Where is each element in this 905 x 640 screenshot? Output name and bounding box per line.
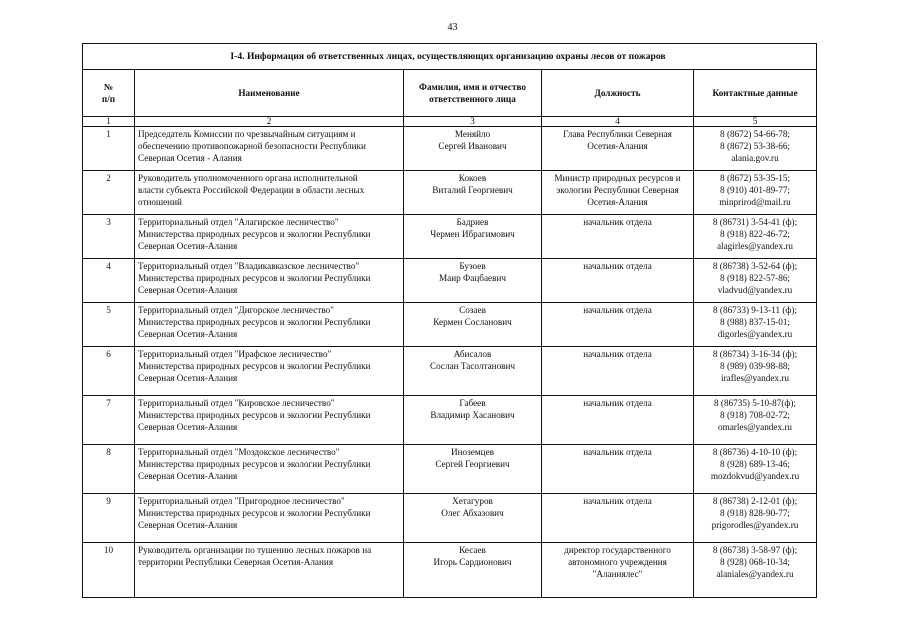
table-row: [83, 543, 817, 598]
position-line: Министр природных ресурсов и: [554, 173, 681, 183]
position: [542, 445, 694, 494]
contact-details: [694, 259, 817, 303]
table-row: [83, 303, 817, 347]
header-line: п/п: [101, 94, 116, 104]
responsible-person-line: Кермен Сосланович: [433, 317, 512, 327]
row-number: 7: [83, 396, 135, 445]
contact-details-line: 8 (928) 068-10-34;: [720, 557, 790, 567]
position-line: начальник отдела: [583, 305, 652, 315]
row-number: 3: [83, 215, 135, 259]
column-number: 1: [83, 117, 135, 127]
contact-details-line: irafles@yandex.ru: [721, 373, 789, 383]
responsible-person-line: Бузоев: [459, 261, 486, 271]
organization-name-line: Министерства природных ресурсов и экологии Республики: [138, 459, 371, 469]
contact-details: [694, 303, 817, 347]
position: [542, 259, 694, 303]
contact-details-line: 8 (910) 401-89-77;: [720, 185, 790, 195]
contact-details-line: 8 (918) 828-90-77;: [720, 508, 790, 518]
organization-name-line: Территориальный отдел "Дигорское лесничество": [138, 305, 334, 315]
contact-details-line: mozdokvud@yandex.ru: [710, 471, 800, 481]
contact-details: [694, 543, 817, 598]
row-number: 6: [83, 347, 135, 396]
contact-details-line: alania.gov.ru: [731, 153, 779, 163]
organization-name-line: Территориальный отдел "Ирафское лесничество": [138, 349, 332, 359]
organization-name-line: Северная Осетия-Алания: [138, 373, 238, 383]
responsible-person: [404, 127, 542, 171]
table-row: [83, 171, 817, 215]
position-line: начальник отдела: [583, 496, 652, 506]
responsible-person-line: Сослан Тасолтанович: [429, 361, 516, 371]
position: [542, 127, 694, 171]
table-row: [83, 445, 817, 494]
responsible-person-line: Олег Абхазович: [441, 508, 504, 518]
header-line: ответственного лица: [429, 94, 516, 104]
responsible-person: [404, 494, 542, 543]
contact-details-line: prigorodles@yandex.ru: [711, 520, 799, 530]
position-line: начальник отдела: [583, 398, 652, 408]
organization-name-line: Министерства природных ресурсов и экологии Республики: [138, 273, 371, 283]
position-line: Осетия-Алания: [587, 197, 648, 207]
table-title: I-4. Информация об ответственных лицах, осуществляющих организацию охраны лесов от пожаров: [83, 44, 817, 70]
organization-name-line: обеспечению противопожарной безопасности Республики: [138, 141, 366, 151]
column-number: 5: [694, 117, 817, 127]
organization-name: [135, 543, 404, 598]
position-line: директор государственного: [564, 545, 671, 555]
responsible-person: [404, 215, 542, 259]
position-line: Осетия-Алания: [587, 141, 648, 151]
contact-details-line: 8 (918) 708-02-72;: [720, 410, 790, 420]
contact-details: [694, 347, 817, 396]
contact-details-line: 8 (918) 822-57-86;: [720, 273, 790, 283]
contact-details-line: 8 (86734) 3-16-34 (ф);: [712, 349, 798, 359]
organization-name-line: Министерства природных ресурсов и экологии Республики: [138, 508, 371, 518]
organization-name: [135, 215, 404, 259]
position: [542, 396, 694, 445]
responsible-person: [404, 171, 542, 215]
responsible-person-line: Владимир Хасанович: [430, 410, 515, 420]
organization-name-line: Территориальный отдел "Владикавказское лесничество": [138, 261, 360, 271]
contact-details: [694, 215, 817, 259]
contact-details-line: minprirod@mail.ru: [719, 197, 791, 207]
contact-details: [694, 171, 817, 215]
header-fio: [404, 70, 542, 117]
organization-name: [135, 303, 404, 347]
contact-details-line: vladvud@yandex.ru: [717, 285, 793, 295]
header-row: [83, 70, 817, 117]
responsible-person: [404, 259, 542, 303]
position-line: "Аланиялес": [592, 569, 643, 579]
contact-details-line: 8 (928) 689-13-46;: [720, 459, 790, 469]
responsible-person-line: Кесаев: [459, 545, 486, 555]
contact-details-line: 8 (8672) 53-38-66;: [720, 141, 790, 151]
organization-name-line: Министерства природных ресурсов и экологии Республики: [138, 317, 371, 327]
header-position: [542, 70, 694, 117]
contact-details: [694, 127, 817, 171]
column-number: 2: [135, 117, 404, 127]
contact-details-line: 8 (918) 822-46-72;: [720, 229, 790, 239]
row-number: 5: [83, 303, 135, 347]
responsible-person-line: Сергей Георгиевич: [435, 459, 510, 469]
organization-name-line: Территориальный отдел "Кировское лесничество": [138, 398, 335, 408]
contact-details-line: omarles@yandex.ru: [717, 422, 793, 432]
position-line: автономного учреждения: [568, 557, 667, 567]
organization-name-line: Северная Осетия-Алания: [138, 520, 238, 530]
position: [542, 303, 694, 347]
column-number-row: [83, 117, 817, 127]
header-num: [83, 70, 135, 117]
contact-details: [694, 494, 817, 543]
column-number: 4: [542, 117, 694, 127]
responsible-person-line: Абисалов: [453, 349, 492, 359]
header-contacts: [694, 70, 817, 117]
organization-name-line: Северная Осетия-Алания: [138, 285, 238, 295]
position-line: начальник отдела: [583, 261, 652, 271]
responsible-person-line: Виталий Георгиевич: [432, 185, 513, 195]
position: [542, 347, 694, 396]
contact-details-line: 8 (8672) 54-66-78;: [720, 129, 790, 139]
organization-name: [135, 127, 404, 171]
contact-details-line: alagirles@yandex.ru: [716, 241, 794, 251]
position-line: Глава Республики Северная: [563, 129, 672, 139]
organization-name: [135, 347, 404, 396]
responsible-person-line: Иноземцев: [451, 447, 494, 457]
contact-details-line: 8 (86738) 3-58-97 (ф);: [712, 545, 798, 555]
contact-details-line: 8 (86738) 2-12-01 (ф);: [712, 496, 798, 506]
responsible-person-line: Созаев: [459, 305, 486, 315]
contact-details-line: 8 (988) 837-15-01;: [720, 317, 790, 327]
responsible-person-line: Чермен Ибрагимович: [430, 229, 515, 239]
position: [542, 543, 694, 598]
row-number: 1: [83, 127, 135, 171]
row-number: 9: [83, 494, 135, 543]
organization-name: [135, 171, 404, 215]
table-row: [83, 215, 817, 259]
table-body: [83, 127, 817, 598]
responsible-person: [404, 445, 542, 494]
contact-details-line: 8 (86735) 5-10-87(ф);: [714, 398, 796, 408]
page-number: 43: [447, 22, 458, 33]
contact-details-line: 8 (989) 039-98-88;: [720, 361, 790, 371]
contact-details-line: 8 (86731) 3-54-41 (ф);: [712, 217, 798, 227]
contact-details-line: 8 (8672) 53-35-15;: [720, 173, 790, 183]
table-row: [83, 127, 817, 171]
position-line: начальник отдела: [583, 217, 652, 227]
position: [542, 215, 694, 259]
responsible-person: [404, 543, 542, 598]
position: [542, 494, 694, 543]
table-row: [83, 396, 817, 445]
organization-name-line: власти субъекта Российской Федерации в области лесных: [138, 185, 365, 195]
row-number: 2: [83, 171, 135, 215]
responsible-person: [404, 347, 542, 396]
organization-name: [135, 259, 404, 303]
organization-name-line: Северная Осетия - Алания: [138, 153, 242, 163]
table-row: [83, 347, 817, 396]
responsible-person-line: Маир Фацбаевич: [438, 273, 506, 283]
organization-name-line: отношений: [138, 197, 182, 207]
contact-details-line: alaniales@yandex.ru: [716, 569, 794, 579]
position-line: начальник отдела: [583, 349, 652, 359]
table-row: [83, 494, 817, 543]
contact-details-line: 8 (86738) 3-52-64 (ф);: [712, 261, 798, 271]
organization-name-line: Северная Осетия-Алания: [138, 329, 238, 339]
row-number: 10: [83, 543, 135, 598]
responsible-persons-table: [82, 43, 817, 598]
organization-name-line: Министерства природных ресурсов и экологии Республики: [138, 361, 371, 371]
header-name: [135, 70, 404, 117]
organization-name-line: Территориальный отдел "Моздокское лесничество": [138, 447, 340, 457]
position: [542, 171, 694, 215]
row-number: 4: [83, 259, 135, 303]
table-row: [83, 259, 817, 303]
responsible-person-line: Габеев: [459, 398, 486, 408]
column-number: 3: [404, 117, 542, 127]
responsible-person: [404, 396, 542, 445]
contact-details-line: digorles@yandex.ru: [717, 329, 793, 339]
contact-details-line: 8 (86736) 4-10-10 (ф);: [712, 447, 798, 457]
responsible-person-line: Игорь Сардионович: [433, 557, 512, 567]
organization-name-line: Руководитель организации по тушению лесных пожаров на: [138, 545, 372, 555]
organization-name-line: Территориальный отдел "Алагирское лесничество": [138, 217, 339, 227]
organization-name: [135, 396, 404, 445]
header-line: Фамилия, имя и отчество: [419, 82, 526, 92]
organization-name-line: Северная Осетия-Алания: [138, 471, 238, 481]
header-line: Должность: [594, 88, 641, 98]
organization-name: [135, 494, 404, 543]
responsible-person-line: Меняйло: [454, 129, 491, 139]
organization-name-line: Территориальный отдел "Пригородное лесничество": [138, 496, 345, 506]
responsible-person-line: Сергей Иванович: [438, 141, 507, 151]
position-line: экологии Республики Северная: [556, 185, 679, 195]
row-number: 8: [83, 445, 135, 494]
organization-name: [135, 445, 404, 494]
contact-details-line: 8 (86733) 9-13-11 (ф);: [713, 305, 797, 315]
organization-name-line: Председатель Комиссии по чрезвычайным ситуациям и: [138, 129, 356, 139]
header-line: Контактные данные: [712, 88, 798, 98]
position-line: начальник отдела: [583, 447, 652, 457]
header-line: №: [103, 82, 114, 92]
organization-name-line: Министерства природных ресурсов и экологии Республики: [138, 410, 371, 420]
organization-name-line: Министерства природных ресурсов и экологии Республики: [138, 229, 371, 239]
contact-details: [694, 445, 817, 494]
responsible-person-line: Бадриев: [456, 217, 489, 227]
organization-name-line: Северная Осетия-Алания: [138, 241, 238, 251]
responsible-person-line: Кокоев: [458, 173, 487, 183]
organization-name-line: территории Республики Северная Осетия-Алания: [138, 557, 334, 567]
contact-details: [694, 396, 817, 445]
organization-name-line: Северная Осетия-Алания: [138, 422, 238, 432]
responsible-person-line: Хетагуров: [452, 496, 493, 506]
organization-name-line: Руководитель уполномоченного органа исполнительной: [138, 173, 358, 183]
header-line: Наименование: [238, 88, 300, 98]
responsible-person: [404, 303, 542, 347]
